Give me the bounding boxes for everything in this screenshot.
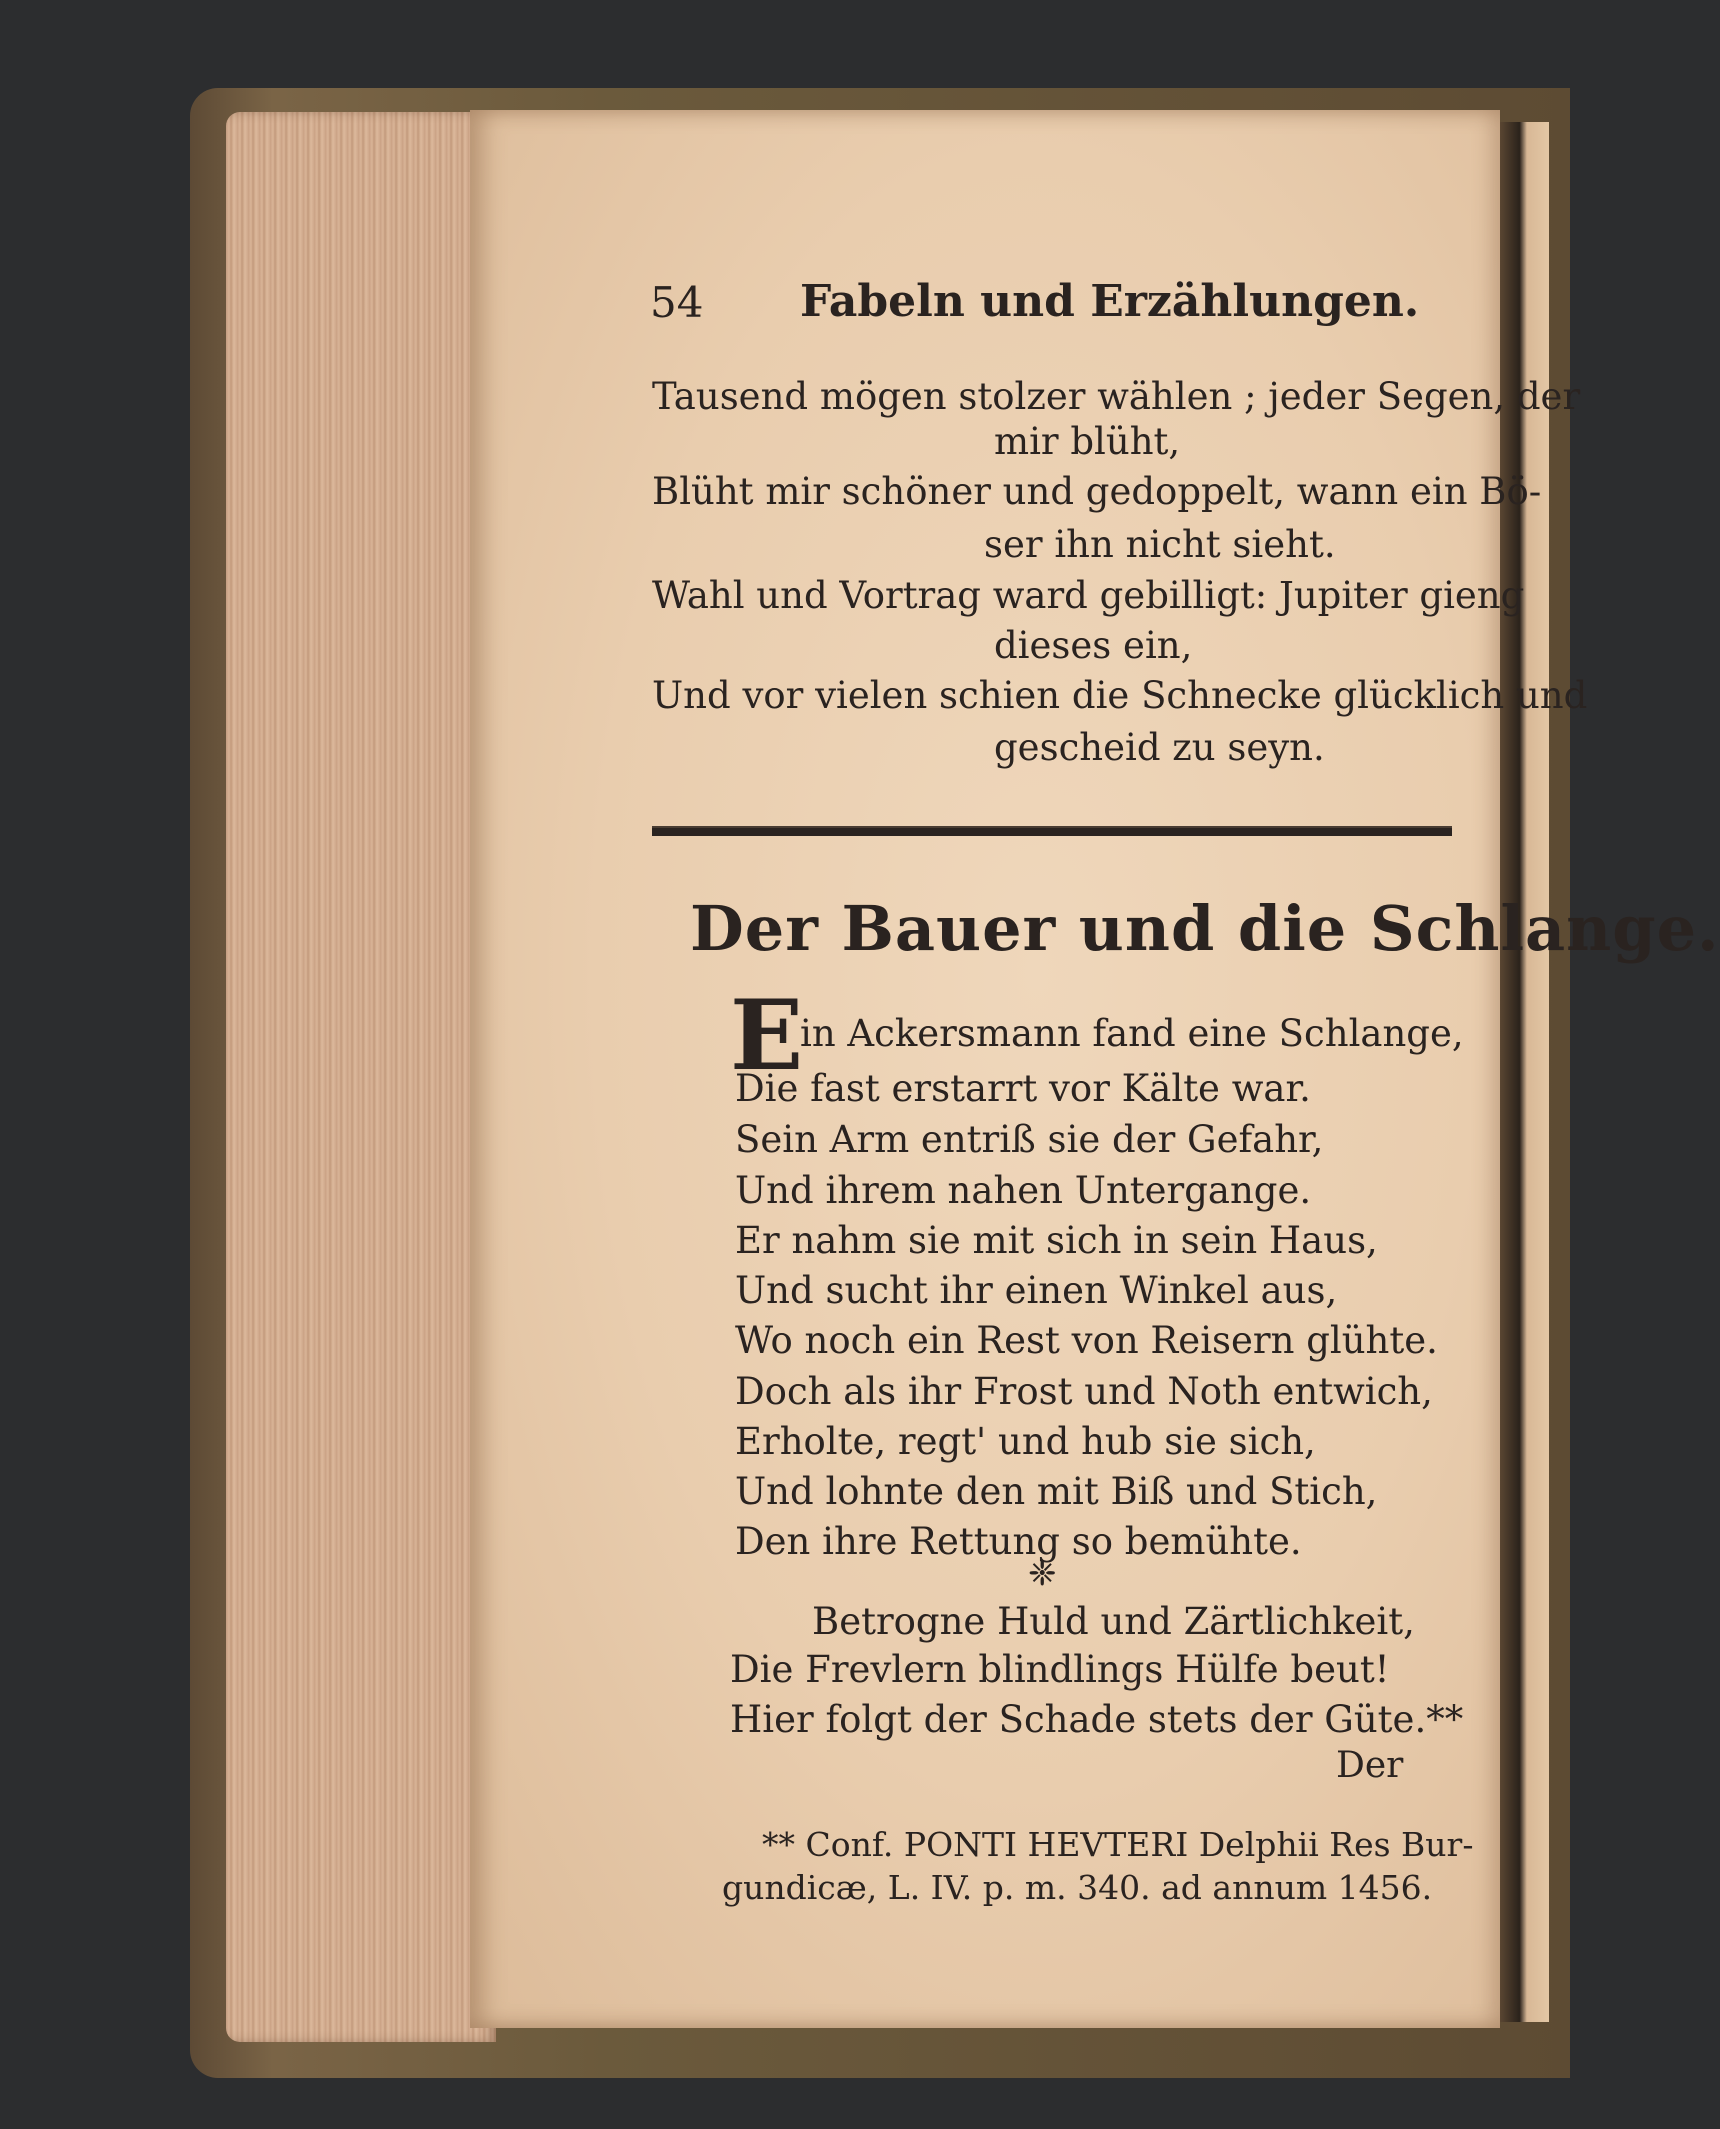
poem-line: Blüht mir schöner und gedoppelt, wann ein Bö-	[652, 470, 1542, 513]
page-edges	[226, 112, 496, 2042]
poem-line: Wahl und Vortrag ward gebilligt: Jupiter gieng	[652, 574, 1525, 617]
poem-line: Und vor vielen schien die Schnecke glücklich und	[652, 674, 1588, 717]
verse-line: Erholte, regt' und hub sie sich,	[735, 1420, 1316, 1463]
page-number: 54	[650, 278, 704, 327]
moral-line: Die Frevlern blindlings Hülfe beut!	[730, 1648, 1390, 1691]
verse-line: Er nahm sie mit sich in sein Haus,	[735, 1219, 1378, 1262]
verse-line: Sein Arm entriß sie der Gefahr,	[735, 1118, 1324, 1161]
verse-line: Doch als ihr Frost und Noth entwich,	[735, 1370, 1433, 1413]
moral-line: Hier folgt der Schade stets der Güte.**	[730, 1698, 1464, 1741]
verse-line: Und lohnte den mit Biß und Stich,	[735, 1470, 1378, 1513]
section-divider	[652, 826, 1452, 836]
verse-line: Und ihrem nahen Untergange.	[735, 1169, 1312, 1212]
fable-title: Der Bauer und die Schlange.	[690, 892, 1720, 965]
moral-line: Betrogne Huld und Zärtlichkeit,	[812, 1600, 1415, 1643]
poem-line: dieses ein,	[994, 624, 1193, 667]
running-head: Fabeln und Erzählungen.	[800, 276, 1420, 327]
verse-line: Die fast erstarrt vor Kälte war.	[735, 1067, 1311, 1110]
ornament-icon: ❈	[1028, 1554, 1057, 1594]
footnote-line: ** Conf. PONTI HEVTERI Delphii Res Bur-	[762, 1825, 1474, 1864]
poem-line: ser ihn nicht sieht.	[984, 523, 1336, 566]
verse-line: Den ihre Rettung so bemühte.	[735, 1520, 1302, 1563]
catchword: Der	[1336, 1745, 1404, 1786]
drop-cap: E	[730, 979, 804, 1092]
verse-line: Wo noch ein Rest von Reisern glühte.	[735, 1319, 1438, 1362]
poem-line: mir blüht,	[994, 420, 1181, 463]
poem-line: Tausend mögen stolzer wählen ; jeder Segen, der	[652, 375, 1581, 418]
verse-line: in Ackersmann fand eine Schlange,	[800, 1012, 1464, 1055]
poem-line: gescheid zu seyn.	[994, 726, 1325, 769]
verse-line: Und sucht ihr einen Winkel aus,	[735, 1269, 1338, 1312]
footnote-line: gundicæ, L. IV. p. m. 340. ad annum 1456.	[722, 1868, 1433, 1907]
